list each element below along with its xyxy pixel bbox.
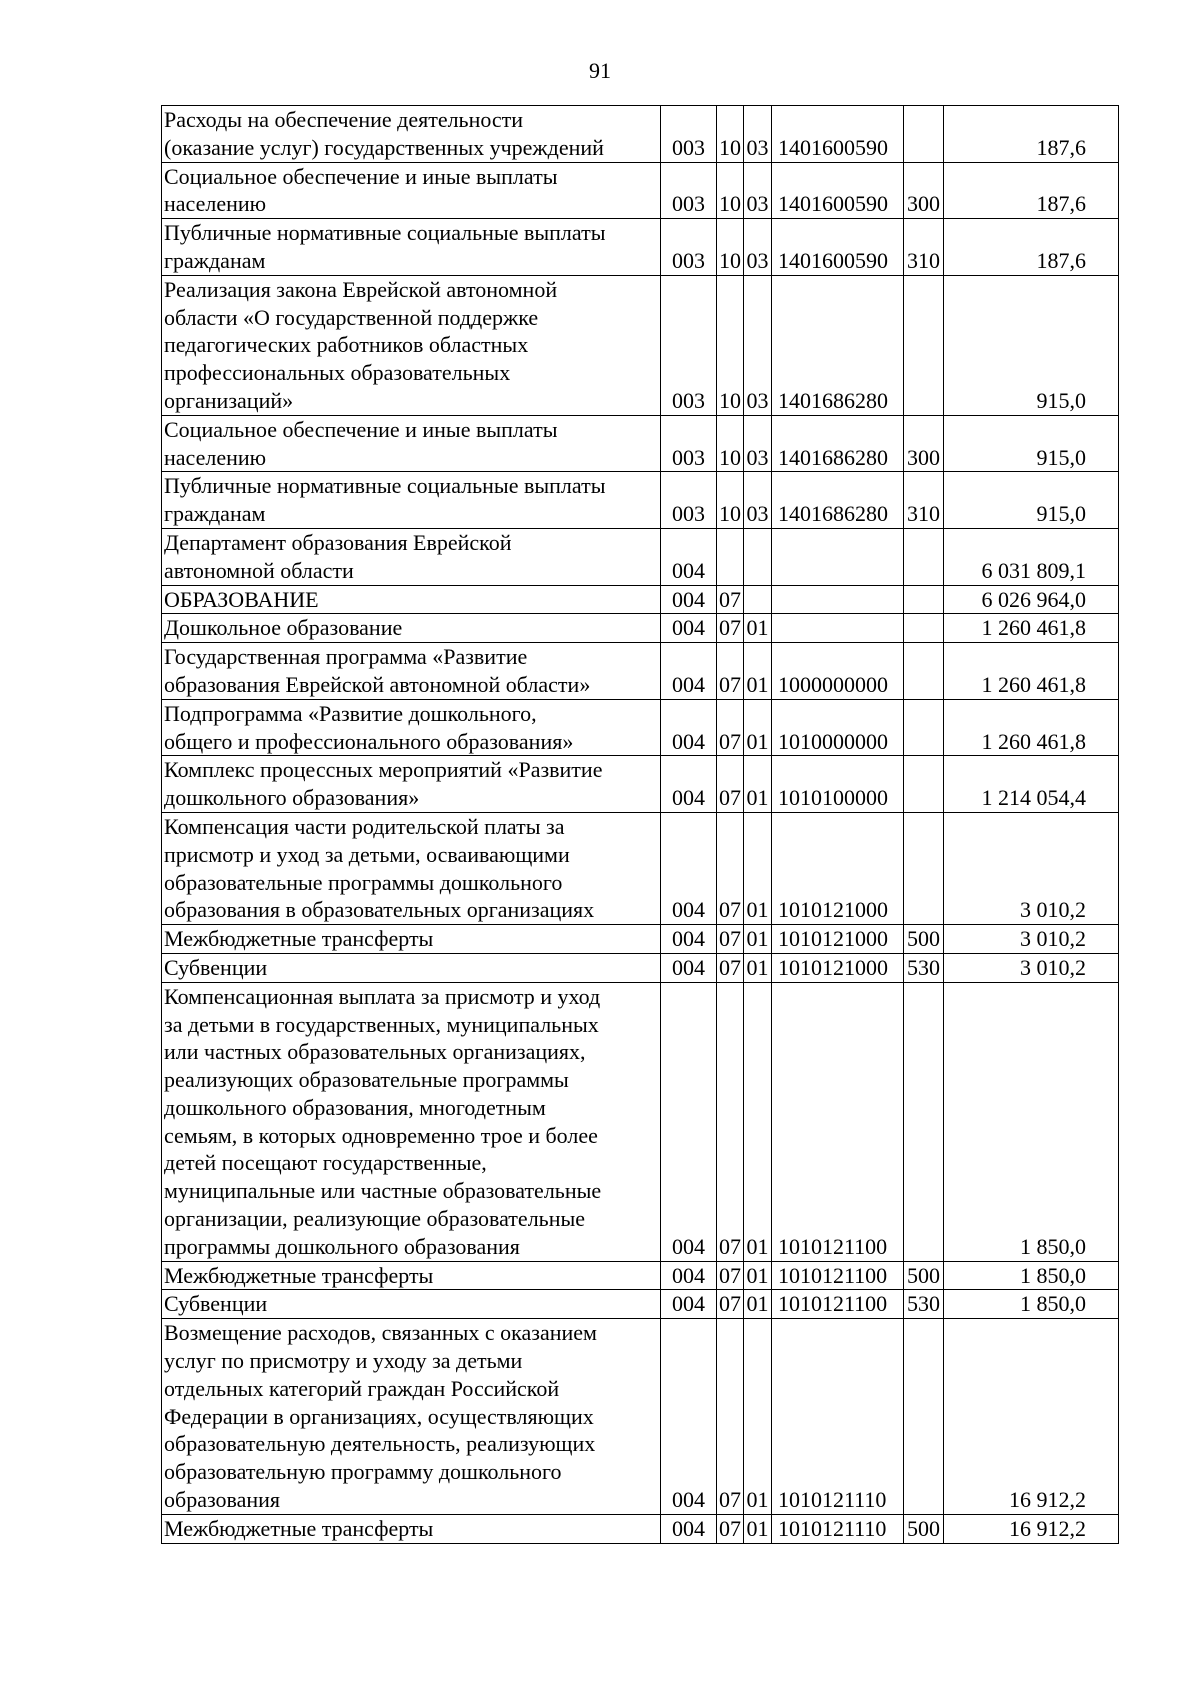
target-article-cell	[772, 585, 904, 614]
table-row	[162, 1261, 1119, 1290]
expense-type-cell	[904, 528, 944, 585]
ministry-code-cell: 004	[661, 812, 717, 924]
target-article-cell	[772, 528, 904, 585]
section-code-cell: 07	[717, 1319, 744, 1515]
expense-name-cell: Комплекс процессных мероприятий «Развитие дошкольного образования»	[162, 756, 661, 813]
expense-name-cell: Межбюджетные трансферты	[162, 1261, 661, 1290]
expense-type-cell: 500	[904, 925, 944, 954]
amount-cell: 6 031 809,1	[944, 528, 1119, 585]
table-row	[162, 472, 1119, 529]
target-article-cell: 1010121000	[772, 953, 904, 982]
subsection-code-cell: 01	[744, 643, 772, 700]
amount-cell: 1 260 461,8	[944, 699, 1119, 756]
subsection-code-cell: 03	[744, 415, 772, 472]
target-article-cell	[772, 614, 904, 643]
table-row	[162, 1514, 1119, 1543]
amount-cell: 16 912,2	[944, 1514, 1119, 1543]
section-code-cell: 07	[717, 585, 744, 614]
section-code-cell: 10	[717, 275, 744, 415]
section-code-cell: 10	[717, 415, 744, 472]
subsection-code-cell: 01	[744, 699, 772, 756]
target-article-cell: 1401600590	[772, 162, 904, 219]
subsection-code-cell: 03	[744, 472, 772, 529]
amount-cell: 187,6	[944, 162, 1119, 219]
budget-table	[161, 105, 1119, 1544]
expense-type-cell	[904, 982, 944, 1261]
section-code-cell: 07	[717, 614, 744, 643]
expense-name-cell: Государственная программа «Развитие образования Еврейской автономной области»	[162, 643, 661, 700]
ministry-code-cell: 003	[661, 275, 717, 415]
subsection-code-cell: 01	[744, 1514, 772, 1543]
target-article-cell: 1010000000	[772, 699, 904, 756]
expense-type-cell	[904, 756, 944, 813]
expense-name-cell: Дошкольное образование	[162, 614, 661, 643]
expense-name-cell: Возмещение расходов, связанных с оказанием услуг по присмотру и уходу за детьми отдельных категорий граждан Российской Федерации в организациях, осуществляющих образовательную деятельность, реализующих образовательную программу дошкольного образования	[162, 1319, 661, 1515]
subsection-code-cell: 01	[744, 756, 772, 813]
target-article-cell: 1010121110	[772, 1319, 904, 1515]
amount-cell: 6 026 964,0	[944, 585, 1119, 614]
expense-name-cell: Субвенции	[162, 1290, 661, 1319]
target-article-cell: 1401686280	[772, 415, 904, 472]
expense-type-cell	[904, 614, 944, 643]
ministry-code-cell: 004	[661, 953, 717, 982]
ministry-code-cell: 004	[661, 699, 717, 756]
ministry-code-cell: 004	[661, 643, 717, 700]
subsection-code-cell: 01	[744, 1290, 772, 1319]
table-row	[162, 643, 1119, 700]
ministry-code-cell: 004	[661, 982, 717, 1261]
ministry-code-cell: 003	[661, 219, 717, 276]
section-code-cell: 07	[717, 812, 744, 924]
amount-cell: 915,0	[944, 275, 1119, 415]
expense-type-cell	[904, 1319, 944, 1515]
expense-name-cell: Расходы на обеспечение деятельности (оказание услуг) государственных учреждений	[162, 106, 661, 163]
amount-cell: 187,6	[944, 106, 1119, 163]
table-row	[162, 982, 1119, 1261]
amount-cell: 915,0	[944, 415, 1119, 472]
expense-name-cell: Реализация закона Еврейской автономной области «О государственной поддержке педагогических работников областных профессиональных образовательных организаций»	[162, 275, 661, 415]
expense-name-cell: Публичные нормативные социальные выплаты гражданам	[162, 472, 661, 529]
expense-type-cell: 530	[904, 1290, 944, 1319]
target-article-cell: 1401686280	[772, 472, 904, 529]
amount-cell: 1 260 461,8	[944, 643, 1119, 700]
subsection-code-cell	[744, 528, 772, 585]
ministry-code-cell: 003	[661, 472, 717, 529]
subsection-code-cell: 03	[744, 219, 772, 276]
section-code-cell: 07	[717, 643, 744, 700]
table-row	[162, 614, 1119, 643]
section-code-cell: 10	[717, 472, 744, 529]
subsection-code-cell: 03	[744, 162, 772, 219]
table-row	[162, 162, 1119, 219]
expense-name-cell: Субвенции	[162, 953, 661, 982]
expense-type-cell: 310	[904, 472, 944, 529]
ministry-code-cell: 004	[661, 1290, 717, 1319]
amount-cell: 915,0	[944, 472, 1119, 529]
table-row	[162, 1290, 1119, 1319]
section-code-cell: 10	[717, 106, 744, 163]
table-row	[162, 106, 1119, 163]
section-code-cell: 10	[717, 219, 744, 276]
ministry-code-cell: 004	[661, 925, 717, 954]
target-article-cell: 1401600590	[772, 106, 904, 163]
subsection-code-cell: 01	[744, 614, 772, 643]
ministry-code-cell: 004	[661, 585, 717, 614]
ministry-code-cell: 004	[661, 528, 717, 585]
ministry-code-cell: 004	[661, 756, 717, 813]
subsection-code-cell: 03	[744, 275, 772, 415]
amount-cell: 3 010,2	[944, 953, 1119, 982]
table-row	[162, 925, 1119, 954]
table-row	[162, 756, 1119, 813]
expense-name-cell: Межбюджетные трансферты	[162, 1514, 661, 1543]
target-article-cell: 1010121110	[772, 1514, 904, 1543]
expense-name-cell: Подпрограмма «Развитие дошкольного, общего и профессионального образования»	[162, 699, 661, 756]
table-row	[162, 953, 1119, 982]
expense-name-cell: Компенсационная выплата за присмотр и уход за детьми в государственных, муниципальных или частных образовательных организациях, реализующих образовательные программы дошкольного образования, многодетным семьям, в которых одновременно трое и более детей посещают государственные, муниципальные или частные образовательные организации, реализующие образовательные программы дошкольного образования	[162, 982, 661, 1261]
amount-cell: 3 010,2	[944, 925, 1119, 954]
amount-cell: 1 850,0	[944, 982, 1119, 1261]
amount-cell: 187,6	[944, 219, 1119, 276]
section-code-cell: 07	[717, 953, 744, 982]
table-row	[162, 585, 1119, 614]
table-row	[162, 812, 1119, 924]
target-article-cell: 1000000000	[772, 643, 904, 700]
section-code-cell	[717, 528, 744, 585]
subsection-code-cell: 03	[744, 106, 772, 163]
expense-type-cell	[904, 585, 944, 614]
ministry-code-cell: 003	[661, 415, 717, 472]
section-code-cell: 10	[717, 162, 744, 219]
expense-type-cell: 300	[904, 162, 944, 219]
section-code-cell: 07	[717, 1290, 744, 1319]
target-article-cell: 1010121100	[772, 1290, 904, 1319]
subsection-code-cell: 01	[744, 982, 772, 1261]
table-row	[162, 699, 1119, 756]
ministry-code-cell: 003	[661, 162, 717, 219]
table-row	[162, 528, 1119, 585]
expense-type-cell: 500	[904, 1514, 944, 1543]
section-code-cell: 07	[717, 925, 744, 954]
expense-type-cell	[904, 275, 944, 415]
amount-cell: 1 850,0	[944, 1290, 1119, 1319]
target-article-cell: 1010121100	[772, 1261, 904, 1290]
section-code-cell: 07	[717, 1261, 744, 1290]
section-code-cell: 07	[717, 982, 744, 1261]
subsection-code-cell: 01	[744, 953, 772, 982]
amount-cell: 1 214 054,4	[944, 756, 1119, 813]
amount-cell: 16 912,2	[944, 1319, 1119, 1515]
amount-cell: 1 850,0	[944, 1261, 1119, 1290]
budget-table-body	[162, 106, 1119, 1544]
expense-type-cell: 530	[904, 953, 944, 982]
ministry-code-cell: 004	[661, 1319, 717, 1515]
expense-name-cell: Компенсация части родительской платы за присмотр и уход за детьми, осваивающими образовательные программы дошкольного образования в образовательных организациях	[162, 812, 661, 924]
expense-name-cell: ОБРАЗОВАНИЕ	[162, 585, 661, 614]
subsection-code-cell	[744, 585, 772, 614]
amount-cell: 3 010,2	[944, 812, 1119, 924]
subsection-code-cell: 01	[744, 925, 772, 954]
section-code-cell: 07	[717, 699, 744, 756]
expense-name-cell: Межбюджетные трансферты	[162, 925, 661, 954]
expense-type-cell: 310	[904, 219, 944, 276]
expense-name-cell: Социальное обеспечение и иные выплаты населению	[162, 162, 661, 219]
ministry-code-cell: 004	[661, 614, 717, 643]
page-number: 91	[589, 58, 611, 83]
target-article-cell: 1401600590	[772, 219, 904, 276]
target-article-cell: 1401686280	[772, 275, 904, 415]
expense-type-cell: 500	[904, 1261, 944, 1290]
subsection-code-cell: 01	[744, 1261, 772, 1290]
expense-name-cell: Департамент образования Еврейской автономной области	[162, 528, 661, 585]
ministry-code-cell: 004	[661, 1261, 717, 1290]
target-article-cell: 1010121000	[772, 812, 904, 924]
expense-type-cell	[904, 106, 944, 163]
section-code-cell: 07	[717, 1514, 744, 1543]
expense-name-cell: Социальное обеспечение и иные выплаты населению	[162, 415, 661, 472]
ministry-code-cell: 003	[661, 106, 717, 163]
expense-name-cell: Публичные нормативные социальные выплаты гражданам	[162, 219, 661, 276]
expense-type-cell	[904, 812, 944, 924]
subsection-code-cell: 01	[744, 812, 772, 924]
table-row	[162, 1319, 1119, 1515]
subsection-code-cell: 01	[744, 1319, 772, 1515]
expense-type-cell	[904, 643, 944, 700]
target-article-cell: 1010121100	[772, 982, 904, 1261]
target-article-cell: 1010121000	[772, 925, 904, 954]
target-article-cell: 1010100000	[772, 756, 904, 813]
amount-cell: 1 260 461,8	[944, 614, 1119, 643]
section-code-cell: 07	[717, 756, 744, 813]
table-row	[162, 415, 1119, 472]
table-row	[162, 219, 1119, 276]
table-row	[162, 275, 1119, 415]
expense-type-cell: 300	[904, 415, 944, 472]
expense-type-cell	[904, 699, 944, 756]
ministry-code-cell: 004	[661, 1514, 717, 1543]
